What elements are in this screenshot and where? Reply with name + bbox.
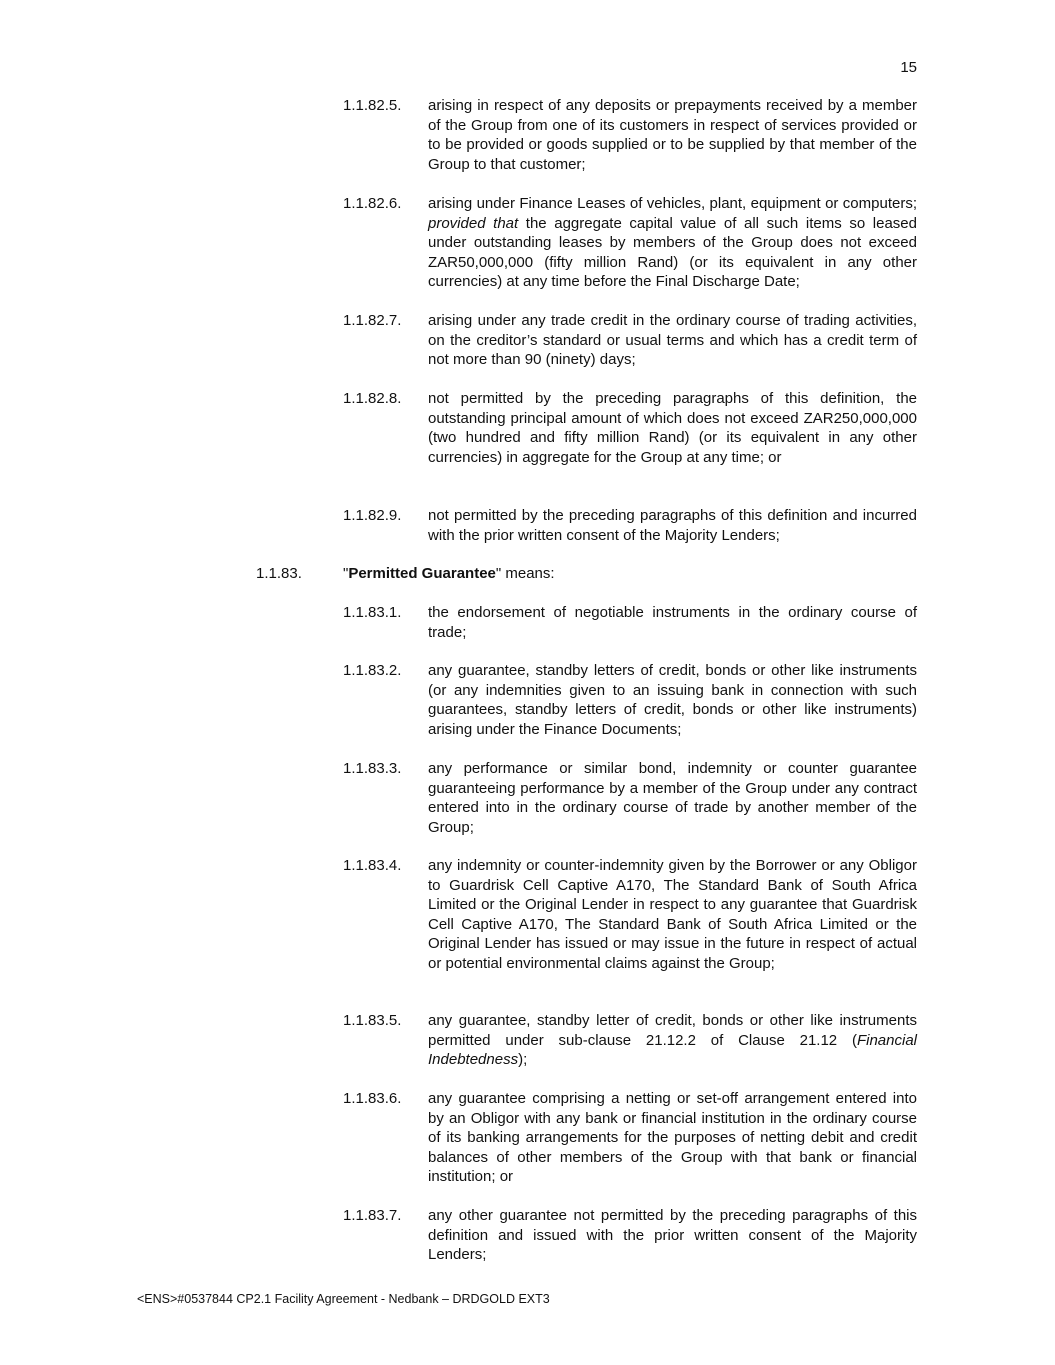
clause-text: arising in respect of any deposits or prepayments received by a member of the Group from one of its customers in respect of services provided or to be provided or goods supplied or to be supplied by that member of the Group to that customer; bbox=[428, 97, 917, 173]
clause-text: not permitted by the preceding paragraphs of this definition, the outstanding principal amount of which does not exceed ZAR250,000,000 (two hundred and fifty million Rand) (or its equivalent in any other currencies) in aggregate for the Group at any time; or bbox=[428, 390, 917, 466]
clause-number: 1.1.83.7. bbox=[343, 1207, 402, 1224]
page-number: 15 bbox=[900, 59, 917, 76]
clause-text: not permitted by the preceding paragraphs of this definition and incurred with the prior written consent of the Majority Lenders; bbox=[428, 507, 917, 544]
clause-text: arising under Finance Leases of vehicles, plant, equipment or computers; provided that the aggregate capital value of all such items so leased under outstanding leases by members of the Group does not exceed ZAR50,000,000 (fifty million Rand) (or its equivalent in any other currencies) at any time before the Final Discharge Date; bbox=[428, 195, 917, 290]
clause-number: 1.1.83.3. bbox=[343, 760, 402, 777]
clause-text: arising under any trade credit in the ordinary course of trading activities, on the creditor’s standard or usual terms and which has a credit term of not more than 90 (ninety) days; bbox=[428, 312, 917, 368]
document-footer: <ENS>#0537844 CP2.1 Facility Agreement - Nedbank – DRDGOLD EXT3 bbox=[137, 1292, 550, 1306]
clause-text: any indemnity or counter-indemnity given by the Borrower or any Obligor to Guardrisk Cell Captive A170, The Standard Bank of South Africa Limited or the Original Lender in respect to any guarantee that Guardrisk Cell Captive A170, The Standard Bank of South Africa Limited or the Original Lender has issued or may issue in the future in respect of actual or potential environmental claims against the Group; bbox=[428, 857, 917, 972]
italic-term: Financial Indebtedness bbox=[428, 1031, 917, 1068]
clause-number: 1.1.83.1. bbox=[343, 604, 402, 621]
clause-text: any guarantee comprising a netting or set-off arrangement entered into by an Obligor with any bank or financial institution in the ordinary course of its banking arrangements for the purposes of netting debit and credit balances of other members of the Group with that bank or financial institution; or bbox=[428, 1090, 917, 1185]
clause-number: 1.1.82.7. bbox=[343, 312, 402, 329]
clause-number: 1.1.83.2. bbox=[343, 662, 402, 679]
definition-heading: "Permitted Guarantee" means: bbox=[343, 565, 555, 582]
clause-text: the endorsement of negotiable instruments in the ordinary course of trade; bbox=[428, 604, 917, 641]
clause-number: 1.1.82.8. bbox=[343, 390, 402, 407]
clause-text: any performance or similar bond, indemnity or counter guarantee guaranteeing performance by a member of the Group under any contract entered into in the ordinary course of trade by another member of the Group; bbox=[428, 760, 917, 836]
clause-number: 1.1.82.5. bbox=[343, 97, 402, 114]
clause-number: 1.1.83. bbox=[256, 565, 302, 582]
clause-text: any other guarantee not permitted by the preceding paragraphs of this definition and issued with the prior written consent of the Majority Lenders; bbox=[428, 1207, 917, 1263]
clause-text: any guarantee, standby letter of credit, bonds or other like instruments permitted under sub-clause 21.12.2 of Clause 21.12 (Financial Indebtedness); bbox=[428, 1012, 917, 1068]
clause-number: 1.1.83.4. bbox=[343, 857, 402, 874]
clause-number: 1.1.83.5. bbox=[343, 1012, 402, 1029]
defined-term: Permitted Guarantee bbox=[348, 565, 496, 582]
clause-text: any guarantee, standby letters of credit, bonds or other like instruments (or any indemnities given to an issuing bank in connection with such guarantees, standby letters of credit, bonds or other like instruments) arising under the Finance Documents; bbox=[428, 662, 917, 738]
clause-number: 1.1.82.6. bbox=[343, 195, 402, 212]
clause-number: 1.1.82.9. bbox=[343, 507, 402, 524]
italic-term: provided that bbox=[428, 214, 519, 232]
clause-number: 1.1.83.6. bbox=[343, 1090, 402, 1107]
